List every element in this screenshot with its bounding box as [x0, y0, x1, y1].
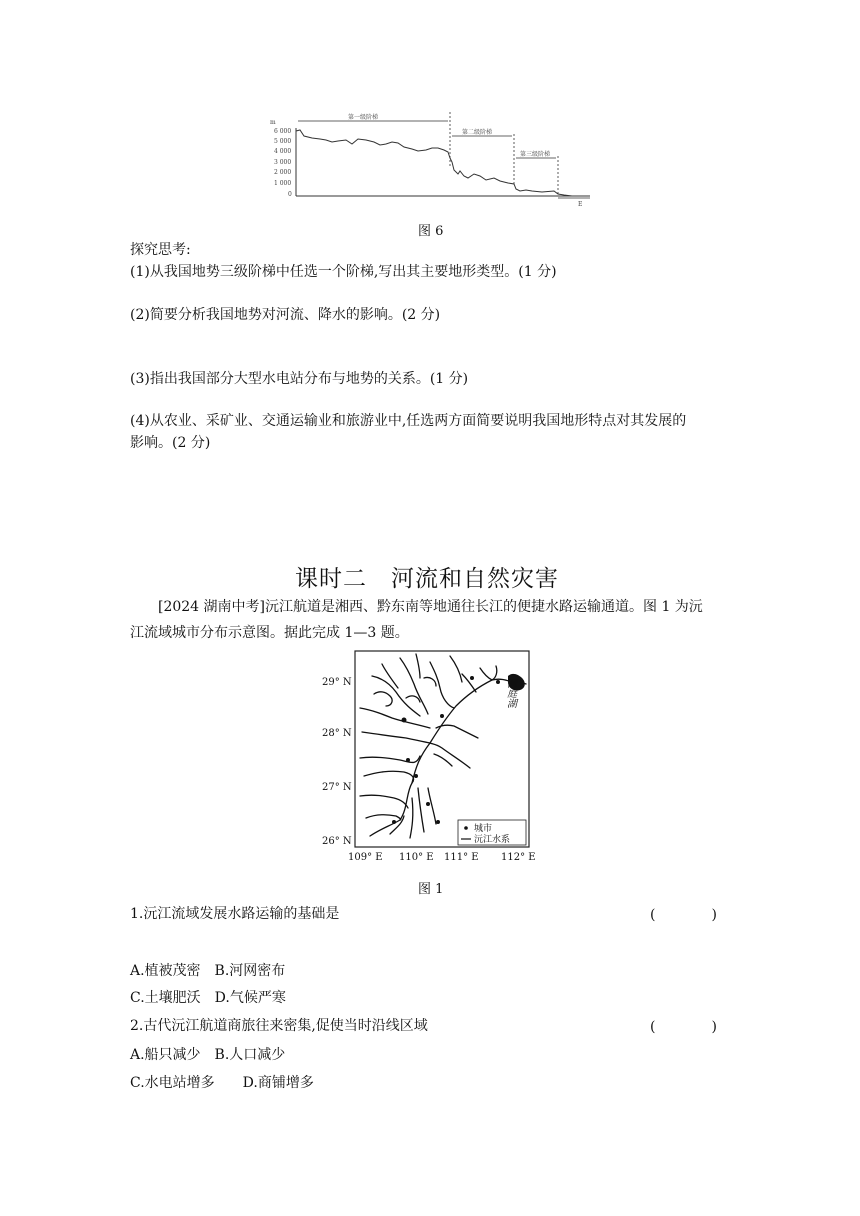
question-2-options-row2: C.水电站增多 D.商铺增多	[130, 1075, 314, 1091]
longitude-labels	[348, 852, 536, 863]
city-marker	[470, 676, 474, 680]
question-2-answer-bracket[interactable]: ( )	[650, 1019, 717, 1035]
legend-river-label: 沅江水系	[474, 835, 511, 845]
city-marker	[440, 714, 444, 718]
y-tick: 4 000	[274, 148, 292, 155]
question-2-options-row1: A.船只减少 B.人口减少	[130, 1047, 286, 1063]
question-1-answer-bracket[interactable]: ( )	[650, 907, 717, 923]
map-svg	[320, 648, 540, 866]
intro-line-1: [2024 湖南中考]沅江航道是湘西、黔东南等地通往长江的便捷水路运输通道。图 1 为沅	[158, 599, 703, 615]
city-marker	[414, 774, 418, 778]
step-label-first: 第一级阶梯	[348, 114, 379, 121]
question-1-options-row1: A.植被茂密 B.河网密布	[130, 963, 286, 979]
y-tick: 0	[288, 191, 292, 198]
figure-1-caption: 图 1	[418, 882, 444, 897]
lat-label: 29° N	[322, 677, 352, 688]
lat-label: 26° N	[322, 836, 352, 847]
y-tick: 3 000	[274, 159, 292, 166]
inquiry-question-4-line1: (4)从农业、采矿业、交通运输业和旅游业中,任选两方面简要说明我国地形特点对其发展的	[130, 413, 687, 429]
y-tick: 2 000	[274, 169, 292, 176]
elevation-profile-line	[296, 130, 590, 196]
question-1-stem: 1.沅江流域发展水路运输的基础是	[130, 906, 340, 922]
step-label-second: 第二级阶梯	[462, 129, 493, 136]
inquiry-question-1: (1)从我国地势三级阶梯中任选一个阶梯,写出其主要地形类型。(1 分)	[130, 264, 557, 280]
y-tick: 5 000	[274, 138, 292, 145]
inquiry-question-4-line2: 影响。(2 分)	[130, 435, 211, 451]
lon-label: 110° E	[399, 852, 434, 863]
question-2-stem: 2.古代沅江航道商旅往来密集,促使当时沿线区域	[130, 1018, 428, 1034]
inquiry-question-2: (2)简要分析我国地势对河流、降水的影响。(2 分)	[130, 307, 441, 323]
latitude-labels	[322, 677, 352, 847]
lon-label: 111° E	[444, 852, 479, 863]
figure-6-caption: 图 6	[418, 224, 444, 239]
city-marker	[392, 820, 396, 824]
lon-label: 112° E	[501, 852, 536, 863]
city-marker	[436, 820, 440, 824]
y-tick-labels	[274, 128, 292, 198]
y-tick: 6 000	[274, 128, 292, 135]
question-1-options-row2: C.土壤肥沃 D.气候严寒	[130, 990, 286, 1006]
legend-city-label: 城市	[474, 824, 493, 834]
lake-label: 洞庭湖	[504, 678, 516, 708]
y-tick: 1 000	[274, 180, 292, 187]
lon-label: 109° E	[348, 852, 383, 863]
inquiry-heading: 探究思考:	[130, 242, 191, 258]
city-marker	[496, 680, 500, 684]
city-marker	[402, 718, 407, 723]
lat-label: 27° N	[322, 782, 352, 793]
lat-label: 28° N	[322, 728, 352, 739]
intro-line-2: 江流域城市分布示意图。据此完成 1—3 题。	[130, 625, 409, 641]
terrain-profile-figure	[262, 106, 597, 214]
x-axis-label: E	[578, 201, 583, 208]
terrain-profile-chart	[262, 106, 597, 214]
yuanjiang-basin-map	[320, 648, 540, 866]
city-marker	[426, 802, 430, 806]
y-axis-label: m	[270, 119, 276, 126]
inquiry-question-3: (3)指出我国部分大型水电站分布与地势的关系。(1 分)	[130, 371, 469, 387]
map-legend	[458, 820, 526, 845]
city-marker	[406, 758, 410, 762]
section-title: 课时二 河流和自然灾害	[295, 566, 559, 592]
step-label-third: 第三级阶梯	[520, 151, 551, 158]
